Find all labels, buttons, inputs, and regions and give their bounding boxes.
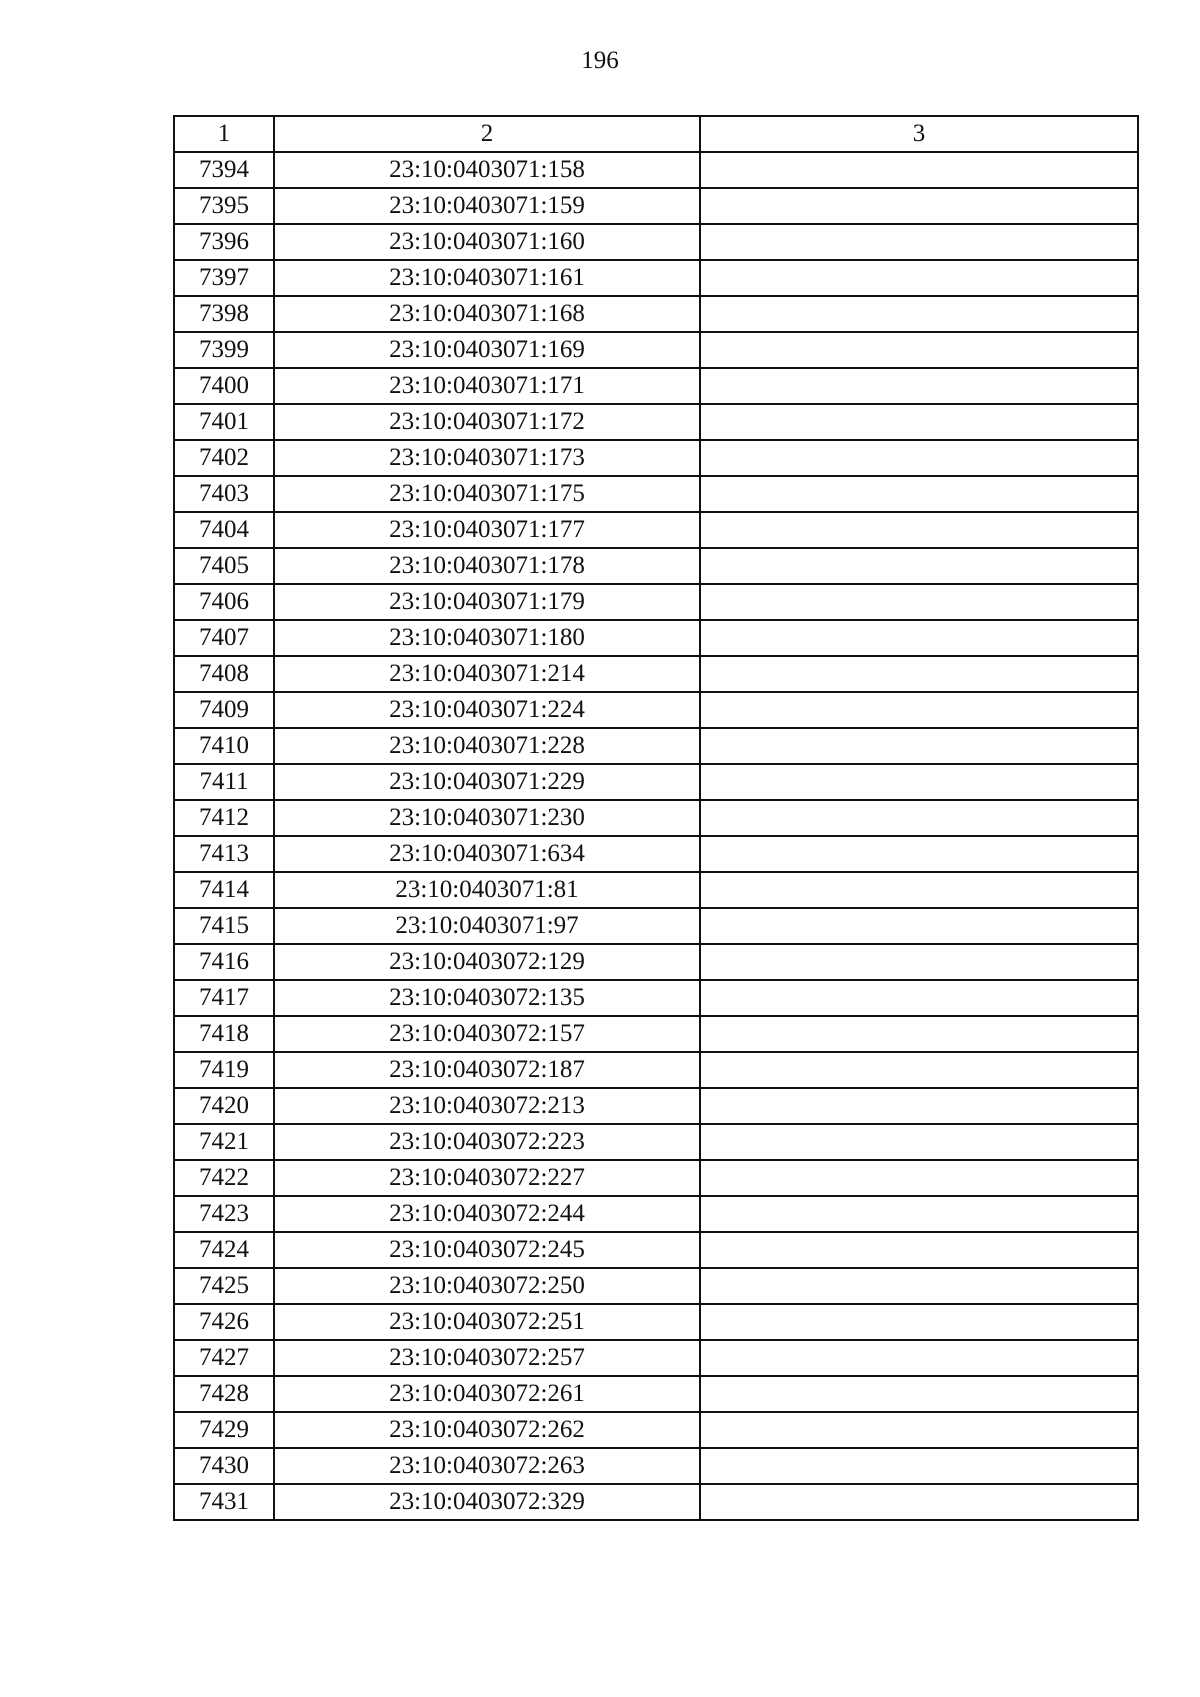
table-row <box>174 1484 1138 1520</box>
note-cell <box>700 1304 1138 1340</box>
row-number-cell: 7400 <box>174 368 274 404</box>
cadastral-number-cell: 23:10:0403071:230 <box>274 800 700 836</box>
row-number-cell: 7408 <box>174 656 274 692</box>
row-number-cell: 7414 <box>174 872 274 908</box>
note-cell <box>700 728 1138 764</box>
row-number-cell: 7397 <box>174 260 274 296</box>
header-cell-1: 1 <box>174 116 274 152</box>
row-number-cell: 7419 <box>174 1052 274 1088</box>
note-cell <box>700 1448 1138 1484</box>
cadastral-number-cell: 23:10:0403071:180 <box>274 620 700 656</box>
row-number-cell: 7424 <box>174 1232 274 1268</box>
row-number-cell: 7416 <box>174 944 274 980</box>
cadastral-number-cell: 23:10:0403071:173 <box>274 440 700 476</box>
cadastral-number-cell: 23:10:0403072:135 <box>274 980 700 1016</box>
page-number: 196 <box>581 47 619 74</box>
header-cell-3: 3 <box>700 116 1138 152</box>
table-row <box>174 1196 1138 1232</box>
table-row <box>174 1448 1138 1484</box>
table-row <box>174 368 1138 404</box>
table-row <box>174 1124 1138 1160</box>
cadastral-number-cell: 23:10:0403072:157 <box>274 1016 700 1052</box>
table-row <box>174 908 1138 944</box>
cadastral-number-cell: 23:10:0403071:172 <box>274 404 700 440</box>
table-row <box>174 260 1138 296</box>
table-row <box>174 944 1138 980</box>
table-row <box>174 1304 1138 1340</box>
note-cell <box>700 1268 1138 1304</box>
note-cell <box>700 1484 1138 1520</box>
table-row <box>174 1016 1138 1052</box>
cadastral-number-cell: 23:10:0403072:251 <box>274 1304 700 1340</box>
table-row <box>174 548 1138 584</box>
note-cell <box>700 1412 1138 1448</box>
row-number-cell: 7410 <box>174 728 274 764</box>
row-number-cell: 7399 <box>174 332 274 368</box>
note-cell <box>700 656 1138 692</box>
note-cell <box>700 1052 1138 1088</box>
table-row <box>174 692 1138 728</box>
table-row <box>174 332 1138 368</box>
cadastral-number-cell: 23:10:0403072:263 <box>274 1448 700 1484</box>
table-row <box>174 764 1138 800</box>
cadastral-number-cell: 23:10:0403071:161 <box>274 260 700 296</box>
row-number-cell: 7411 <box>174 764 274 800</box>
row-number-cell: 7420 <box>174 1088 274 1124</box>
row-number-cell: 7401 <box>174 404 274 440</box>
table-row <box>174 440 1138 476</box>
cadastral-number-cell: 23:10:0403072:245 <box>274 1232 700 1268</box>
cadastral-number-cell: 23:10:0403071:175 <box>274 476 700 512</box>
cadastral-number-cell: 23:10:0403071:97 <box>274 908 700 944</box>
table-row <box>174 836 1138 872</box>
note-cell <box>700 1376 1138 1412</box>
table-row <box>174 152 1138 188</box>
table-row <box>174 1052 1138 1088</box>
row-number-cell: 7425 <box>174 1268 274 1304</box>
row-number-cell: 7417 <box>174 980 274 1016</box>
note-cell <box>700 944 1138 980</box>
cadastral-number-cell: 23:10:0403071:229 <box>274 764 700 800</box>
note-cell <box>700 152 1138 188</box>
row-number-cell: 7431 <box>174 1484 274 1520</box>
table-row <box>174 188 1138 224</box>
cadastral-number-cell: 23:10:0403072:129 <box>274 944 700 980</box>
note-cell <box>700 692 1138 728</box>
table-row <box>174 800 1138 836</box>
row-number-cell: 7428 <box>174 1376 274 1412</box>
cadastral-number-cell: 23:10:0403072:261 <box>274 1376 700 1412</box>
table-row <box>174 1088 1138 1124</box>
cadastral-number-cell: 23:10:0403071:160 <box>274 224 700 260</box>
table-row <box>174 656 1138 692</box>
note-cell <box>700 836 1138 872</box>
row-number-cell: 7398 <box>174 296 274 332</box>
table-row <box>174 1340 1138 1376</box>
table-row <box>174 296 1138 332</box>
cadastral-number-cell: 23:10:0403071:228 <box>274 728 700 764</box>
row-number-cell: 7395 <box>174 188 274 224</box>
note-cell <box>700 512 1138 548</box>
table-row <box>174 1268 1138 1304</box>
note-cell <box>700 980 1138 1016</box>
row-number-cell: 7409 <box>174 692 274 728</box>
cadastral-number-cell: 23:10:0403071:224 <box>274 692 700 728</box>
note-cell <box>700 1088 1138 1124</box>
row-number-cell: 7403 <box>174 476 274 512</box>
note-cell <box>700 404 1138 440</box>
table-row <box>174 620 1138 656</box>
row-number-cell: 7396 <box>174 224 274 260</box>
cadastral-number-cell: 23:10:0403071:634 <box>274 836 700 872</box>
cadastral-number-cell: 23:10:0403072:213 <box>274 1088 700 1124</box>
note-cell <box>700 1160 1138 1196</box>
cadastral-number-cell: 23:10:0403072:250 <box>274 1268 700 1304</box>
table-row <box>174 728 1138 764</box>
table-row <box>174 980 1138 1016</box>
table-header-row <box>174 116 1138 152</box>
row-number-cell: 7421 <box>174 1124 274 1160</box>
table-row <box>174 584 1138 620</box>
note-cell <box>700 440 1138 476</box>
note-cell <box>700 1232 1138 1268</box>
table-row <box>174 1160 1138 1196</box>
cadastral-number-cell: 23:10:0403071:171 <box>274 368 700 404</box>
row-number-cell: 7422 <box>174 1160 274 1196</box>
row-number-cell: 7415 <box>174 908 274 944</box>
note-cell <box>700 188 1138 224</box>
note-cell <box>700 548 1138 584</box>
table-row <box>174 1376 1138 1412</box>
cadastral-number-cell: 23:10:0403071:214 <box>274 656 700 692</box>
row-number-cell: 7394 <box>174 152 274 188</box>
note-cell <box>700 1016 1138 1052</box>
row-number-cell: 7407 <box>174 620 274 656</box>
row-number-cell: 7423 <box>174 1196 274 1232</box>
note-cell <box>700 224 1138 260</box>
row-number-cell: 7426 <box>174 1304 274 1340</box>
cadastral-number-cell: 23:10:0403071:168 <box>274 296 700 332</box>
note-cell <box>700 332 1138 368</box>
table-row <box>174 872 1138 908</box>
table-row <box>174 476 1138 512</box>
cadastral-number-cell: 23:10:0403072:244 <box>274 1196 700 1232</box>
cadastral-number-cell: 23:10:0403071:81 <box>274 872 700 908</box>
note-cell <box>700 620 1138 656</box>
note-cell <box>700 908 1138 944</box>
cadastral-number-cell: 23:10:0403071:159 <box>274 188 700 224</box>
note-cell <box>700 800 1138 836</box>
note-cell <box>700 872 1138 908</box>
cadastral-number-cell: 23:10:0403072:223 <box>274 1124 700 1160</box>
cadastral-number-cell: 23:10:0403071:169 <box>274 332 700 368</box>
row-number-cell: 7412 <box>174 800 274 836</box>
note-cell <box>700 764 1138 800</box>
row-number-cell: 7418 <box>174 1016 274 1052</box>
cadastral-number-cell: 23:10:0403072:329 <box>274 1484 700 1520</box>
note-cell <box>700 1124 1138 1160</box>
row-number-cell: 7402 <box>174 440 274 476</box>
row-number-cell: 7406 <box>174 584 274 620</box>
note-cell <box>700 1340 1138 1376</box>
cadastral-number-cell: 23:10:0403072:262 <box>274 1412 700 1448</box>
note-cell <box>700 260 1138 296</box>
note-cell <box>700 368 1138 404</box>
cadastral-number-cell: 23:10:0403071:178 <box>274 548 700 584</box>
cadastral-number-cell: 23:10:0403071:179 <box>274 584 700 620</box>
cadastral-number-cell: 23:10:0403072:257 <box>274 1340 700 1376</box>
table-row <box>174 512 1138 548</box>
table-row <box>174 1232 1138 1268</box>
table-row <box>174 1412 1138 1448</box>
table-row <box>174 224 1138 260</box>
row-number-cell: 7430 <box>174 1448 274 1484</box>
table-row <box>174 404 1138 440</box>
header-cell-2: 2 <box>274 116 700 152</box>
cadastral-number-cell: 23:10:0403072:227 <box>274 1160 700 1196</box>
table-body <box>174 152 1138 1520</box>
note-cell <box>700 296 1138 332</box>
data-table <box>173 115 1139 1521</box>
row-number-cell: 7427 <box>174 1340 274 1376</box>
row-number-cell: 7413 <box>174 836 274 872</box>
cadastral-number-cell: 23:10:0403072:187 <box>274 1052 700 1088</box>
row-number-cell: 7404 <box>174 512 274 548</box>
row-number-cell: 7405 <box>174 548 274 584</box>
cadastral-number-cell: 23:10:0403071:158 <box>274 152 700 188</box>
note-cell <box>700 1196 1138 1232</box>
row-number-cell: 7429 <box>174 1412 274 1448</box>
note-cell <box>700 476 1138 512</box>
cadastral-number-cell: 23:10:0403071:177 <box>274 512 700 548</box>
note-cell <box>700 584 1138 620</box>
